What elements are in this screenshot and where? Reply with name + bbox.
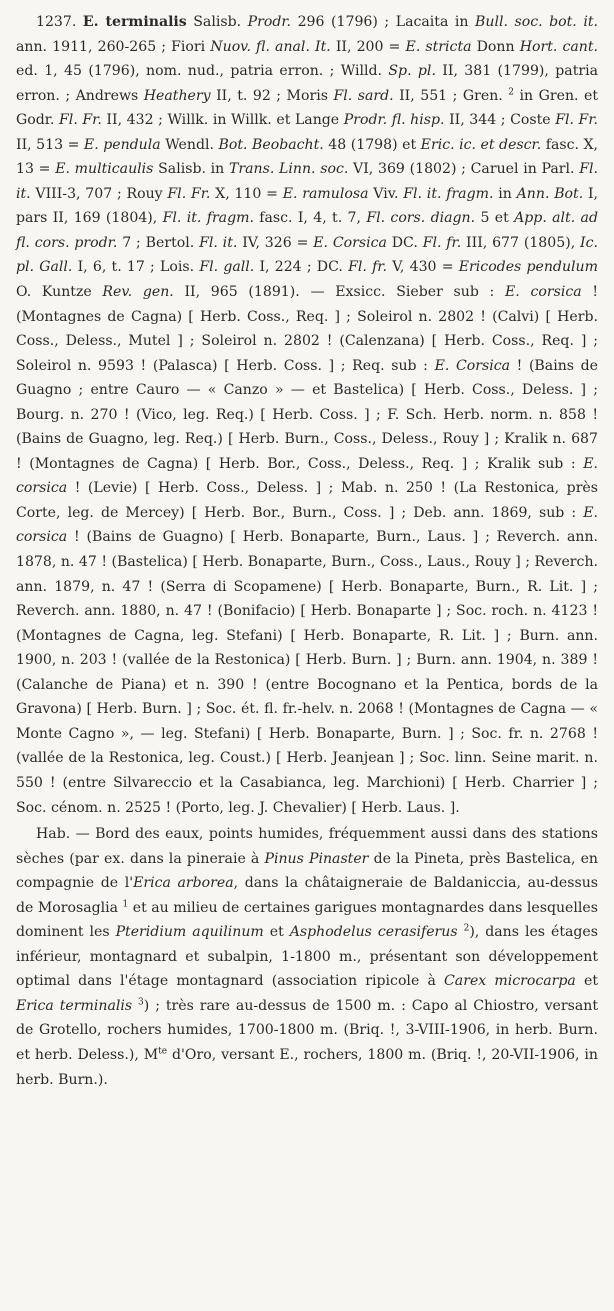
text-run: II, 344 ; Coste — [444, 112, 556, 129]
italic-citation: Bull. soc. bot. it. — [475, 14, 598, 30]
italic-citation: Nuov. fl. anal. It. — [210, 38, 331, 55]
habitat-paragraph — [16, 822, 598, 1092]
text-run: ed. 1, 45 (1796), nom. nud., patria erron. ; Willd. — [16, 63, 389, 80]
entry-paragraph — [16, 10, 598, 820]
text-run: Salisb. in — [153, 161, 229, 178]
text-run: II, 551 ; Gren. — [393, 87, 509, 104]
italic-citation: E. multicaulis — [55, 161, 154, 178]
italic-citation: Hort. cant. — [519, 38, 598, 55]
italic-citation: E. corsica — [505, 284, 582, 301]
text-run: ! (Levie) [ Herb. Coss., Deless. ] ; Mab. n. 250 ! (La Restonica, près Corte, leg. de Mercey) [ Herb. Bor., Burn., Coss. ] ; Deb. ann. 1869, sub : — [16, 480, 598, 521]
text-run: 48 (1798) et — [323, 136, 421, 153]
italic-citation: Fl. Fr. — [59, 112, 102, 129]
italic-citation: Fl. gall. — [199, 259, 255, 276]
footnote-marker: 1 — [122, 899, 129, 909]
text-run: , dans la châtaigneraie de Baldaniccia, au-dessus de Morosaglia — [16, 875, 599, 916]
text-run: et au milieu de certaines garigues montagnardes dans lesquelles dominent les — [16, 899, 598, 941]
italic-citation: E. Corsica — [313, 234, 387, 251]
italic-citation: Fl. it. fragm. — [403, 185, 494, 202]
italic-citation: Fl. fr. — [348, 259, 387, 276]
italic-citation: E. stricta — [405, 38, 472, 55]
text-run: ) ; très rare au-dessus de 1500 m. : Capo al Chiostro, versant de Grotello, rochers humides, 1700-1800 m. (Briq. !, 3-VIII-1906, in herb. Burn. et herb. Deless.), M — [16, 997, 599, 1063]
italic-citation: Pinus Pinaster — [264, 850, 369, 867]
text-run: VIII-3, 707 ; Rouy — [30, 185, 168, 202]
text-run: 7 ; Bertol. — [117, 234, 200, 251]
text-run: II, 200 = — [330, 38, 406, 55]
text-run: in — [493, 185, 517, 202]
italic-citation: E. corsica — [16, 455, 598, 497]
italic-citation: Erica arborea — [133, 875, 234, 892]
text-run: ! (Bains de Guagno) [ Herb. Bonaparte, Burn., Laus. ] ; Reverch. ann. 1878, n. 47 ! (Bastelica) [ Herb. Bonaparte, Burn., Coss., Laus., Rouy ] ; Reverch. ann. 1879, n. 47 ! (Serra di Scopamene) [ Herb. Bonaparte, Burn., R. Lit. ] ; Reverch. ann. 1880, n. 47 ! (Bonifacio) [ Herb. Bonaparte ] ; Soc. roch. n. 4123 ! (Montagnes de Cagna, leg. Stefani) [ Herb. Bonaparte, R. Lit. ] ; Burn. ann. 1900, n. 203 ! (vallée de la Restonica) [ Herb. Burn. ] ; Burn. ann. 1904, n. 389 ! (Calanche de Piana) et n. 390 ! (entre Bocognano et la Pentica, bords de la Gravona) [ Herb. Burn. ] ; Soc. ét. fl. fr.-helv. n. 2068 ! (Montagnes de Cagna — « Monte Cagno », — leg. Stefani) [ Herb. Bonaparte, Burn. ] ; Soc. fr. n. 2768 ! (vallée de la Restonica, leg. Coust.) [ Herb. Jeanjean ] ; Soc. linn. Seine marit. n. 550 ! (entre Silvareccio et la Casabianca, leg. Marchioni) [ Herb. Charrier ] ; Soc. cénom. n. 2525 ! (Porto, leg. J. Chevalier) [ Herb. Laus. ]. — [16, 529, 598, 816]
text-run: ! (Bains de Guagno ; entre Cauro — « Canzo » — et Bastelica) [ Herb. Coss., Deless. ] ; Bourg. n. 270 ! (Vico, leg. Req.) [ Herb. Coss. ] ; F. Sch. Herb. norm. n. 858 ! (Bains de Guagno, leg. Req.) [ Herb. Burn., Coss., Deless., Rouy ] ; Kralik n. 687 ! (Montagnes de Cagna) [ Herb. Bor., Coss., Deless., Req. ] ; Kralik sub : — [16, 357, 599, 472]
italic-citation: Fl. Fr. — [167, 185, 211, 202]
text-run: V, 430 = — [386, 259, 459, 276]
text-run: VI, 369 (1802) ; Caruel in Parl. — [348, 161, 580, 178]
italic-citation: App. alt. ad fl. cors. prodr. — [16, 210, 598, 251]
italic-citation: Erica terminalis — [16, 997, 133, 1014]
italic-citation: Heathery — [143, 87, 211, 104]
italic-citation: Prodr. fl. hisp. — [343, 112, 445, 129]
italic-citation: Fl. fr. — [422, 234, 462, 251]
text-run: I, pars II, 169 (1804), — [16, 185, 599, 227]
text-run: de la Pineta, près Bastelica, en compagnie de l' — [16, 850, 598, 892]
text-run: ann. 1911, 260-265 ; Fiori — [16, 38, 211, 55]
italic-citation: Fl. cors. diagn. — [366, 210, 476, 227]
italic-citation: Fl. Fr. — [555, 112, 599, 129]
text-run: ), dans les étages inférieur, montagnard et subalpin, 1-1800 m., présentant son développement optimal dans l'étage montagnard (association ripicole à — [16, 924, 599, 990]
text-run: d'Oro, versant E., rochers, 1800 m. (Briq. !, 20-VII-1906, in herb. Burn.). — [16, 1046, 598, 1088]
italic-citation: Fl. it. — [199, 234, 238, 251]
text-run: et — [575, 973, 599, 990]
text-run: Salisb. — [186, 14, 248, 30]
italic-citation: Bot. Beobacht. — [218, 136, 324, 153]
italic-citation: Asphodelus cerasiferus — [289, 924, 458, 941]
text-run: I, 6, t. 17 ; Lois. — [72, 259, 200, 276]
italic-citation: Rev. gen. — [102, 284, 174, 301]
text-run: O. Kuntze — [16, 284, 103, 301]
italic-citation: Carex microcarpa — [444, 973, 576, 990]
footnote-marker: 2 — [463, 923, 470, 934]
text-run: fasc. X, 13 = — [16, 136, 599, 178]
species-name: E. terminalis — [82, 14, 187, 30]
text-run: Hab. — Bord des eaux, points humides, fréquemment aussi dans des stations sèches (par ex. dans la pineraie à — [16, 826, 598, 867]
footnote-marker: 2 — [508, 86, 515, 97]
text-run: ! (Montagnes de Cagna) [ Herb. Coss., Req. ] ; Soleirol n. 2802 ! (Calvi) [ Herb. Coss., Deless., Mutel ] ; Soleirol n. 2802 ! (Calenzana) [ Herb. Coss., Req. ] ; Soleirol n. 9593 ! (Palasca) [ Herb. Coss. ] ; Req. sub : — [16, 284, 598, 374]
text-run: Viv. — [368, 185, 404, 202]
text-run: I, 224 ; DC. — [254, 259, 349, 276]
italic-citation: Fl. sard. — [333, 87, 394, 104]
text-run: II, 432 ; Willk. in Willk. et Lange — [101, 112, 344, 129]
text-run: et — [263, 924, 290, 941]
text-run: II, 381 (1799), patria erron. ; Andrews — [16, 63, 599, 104]
italic-citation: E. corsica — [16, 504, 598, 546]
italic-citation: E. Corsica — [434, 357, 511, 374]
italic-citation: Trans. Linn. soc. — [228, 161, 349, 178]
italic-citation: Ann. Bot. — [516, 185, 584, 202]
italic-citation: E. pendula — [83, 136, 161, 153]
italic-citation: Pteridium aquilinum — [115, 924, 264, 941]
text-run: DC. — [386, 234, 423, 251]
text-run: Donn — [471, 38, 520, 55]
text-run: III, 677 (1805), — [461, 234, 581, 251]
text-run: 5 et — [475, 210, 515, 227]
text-run: 296 (1796) ; Lacaita in — [291, 14, 476, 30]
italic-citation: Prodr. — [247, 14, 292, 30]
italic-citation: Sp. pl. — [388, 63, 436, 80]
italic-citation: E. ramulosa — [282, 185, 369, 202]
text-run: II, 965 (1891). — Exsicc. Sieber sub : — [173, 284, 505, 301]
italic-citation: Ericodes pendulum — [458, 259, 598, 276]
entry-body — [16, 14, 598, 816]
footnote-marker: 3 — [138, 997, 144, 1008]
italic-citation: Fl. it. fragm. — [162, 210, 254, 227]
text-run: fasc. I, 4, t. 7, — [253, 210, 367, 227]
text-run: Wendl. — [160, 136, 219, 153]
italic-citation: Ic. pl. Gall. — [16, 234, 598, 276]
text-run: in Gren. et Godr. — [16, 87, 599, 129]
text-run: X, 110 = — [210, 185, 283, 202]
italic-citation: Fl. it. — [16, 161, 598, 202]
text-run: II, 513 = — [16, 136, 84, 153]
text-run: IV, 326 = — [237, 234, 314, 251]
text-run: II, t. 92 ; Moris — [210, 87, 334, 104]
footnote-marker: te — [158, 1046, 168, 1057]
entry-number: 1237. — [36, 14, 77, 30]
italic-citation: Eric. ic. et descr. — [420, 136, 542, 153]
